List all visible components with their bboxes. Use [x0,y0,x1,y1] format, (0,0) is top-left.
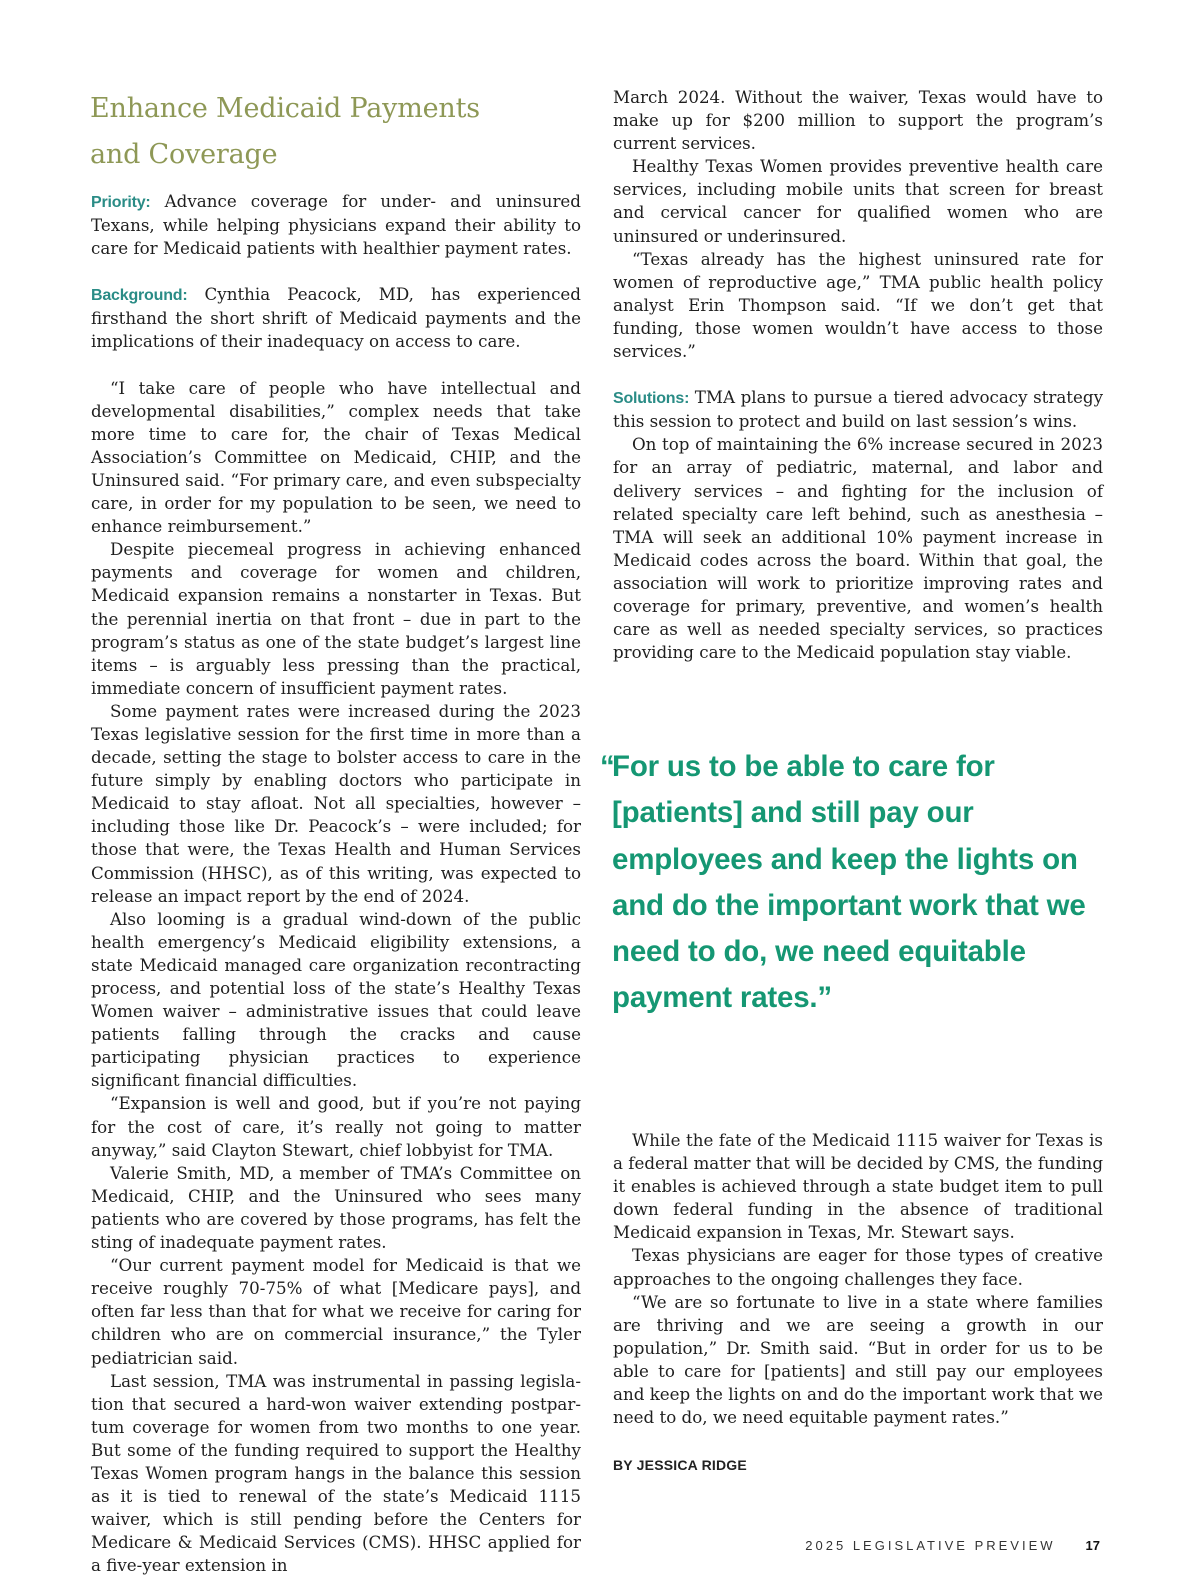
body-paragraph: March 2024. Without the waiver, Texas would have to make up for $200 million to support the program’s current services. [613,87,1103,154]
body-paragraph: “Expansion is well and good, but if you’re not paying for the cost of care, it’s really not going to matter anyway,” said Clayton Stewart, chief lobbyist for TMA. [91,1093,581,1160]
background-label: Background: [91,287,188,305]
page-footer [805,1538,1100,1553]
heading-line-1: Enhance Medicaid Payments [90,93,480,124]
body-paragraph: Despite piecemeal progress in achieving enhanced payments and coverage for women and children, Medicaid expansion remains a nonstarter in Texas. But the perennial inertia on that front – due in part to the program’s status as one of the state budget’s largest line items – is arguably less pressing than the practical, immediate concern of insufficient payment rates. [91,539,581,698]
body-paragraph: “Our current payment model for Medicaid is that we receive roughly 70-75% of what [Medicare pays], and often far less than that for what we receive for caring for children who are on commercial insurance,” the Tyler pediatrician said. [91,1255,581,1368]
publication-name: 2025 LEGISLATIVE PREVIEW [805,1538,1056,1553]
solutions-paragraph [613,386,1103,433]
body-paragraph: Also looming is a gradual wind-down of the public health emergency’s Medicaid eligibility extensions, a state Medicaid managed care organization recontracting process, and potential loss of the state’s Healthy Texas Women waiver – administrative issues that could leave patients falling through the cracks and cause participating physician practices to experience significant financial difficulties. [91,908,581,1091]
body-paragraph: Some payment rates were increased during the 2023 Texas legislative session for the first time in more than a decade, setting the stage to bolster access to care in the future simply by enabling doctors who participate in Medicaid to stay afloat. Not all specialties, however – including those like Dr. Peacock’s – were included; for those that were, the Texas Health and Human Services Commission (HHSC), as of this writing, was expected to release an impact report by the end of 2024. [91,700,581,906]
right-bottom-column [613,1129,1103,1477]
body-paragraph: While the fate of the Medicaid 1115 waiver for Texas is a federal matter that will be decided by CMS, the funding it enables is achieved through a state budget item to pull down federal funding in the absence of traditional Medicaid expansion in Texas, Mr. Stewart says. [613,1130,1103,1243]
pull-quote-open-mark: “ [600,750,615,783]
body-paragraph: Valerie Smith, MD, a member of TMA’s Committee on Medicaid, CHIP, and the Uninsured who sees many patients who are covered by those programs, has felt the sting of inadequate payment rates. [91,1162,581,1253]
priority-paragraph [91,190,581,260]
body-paragraph: On top of maintaining the 6% increase secured in 2023 for an array of pediatric, maternal, and labor and delivery services – and fighting for the inclusion of related specialty care left behind, such as anesthesia – TMA will seek an additional 10% payment increase in Medicaid codes across the board. Within that goal, the association will work to prioritize improving rates and coverage for primary, preventive, and women’s health care as well as needed specialty services, so practices providing care to the Medicaid population stay viable. [613,434,1103,663]
page-number: 17 [1085,1538,1100,1553]
body-paragraph: Healthy Texas Women provides preventive health care services, including mobile units that screen for breast and cervical cancer for qualified women who are uninsured or underinsured. [613,156,1103,246]
body-paragraph: “We are so fortunate to live in a state where families are thriving and we are seeing a growth in our population,” Dr. Smith said. “But in order for us to be able to care for [patients] and still pay our employees and keep the lights on and do the important work that we need to do, we need equitable payment rates.” [613,1291,1103,1428]
solutions-text: TMA plans to pursue a tiered advocacy strategy this session to protect and build on last session’s wins. [613,387,1103,432]
pull-quote-text: For us to be able to care for [patients] and still pay our employees and keep the lights on and do the important work that we need to do, we need equitable payment rates.” [612,750,1086,1015]
byline: BY JESSICA RIDGE [613,1457,747,1474]
pull-quote [600,744,1110,1022]
solutions-label: Solutions: [613,390,690,408]
left-column [91,86,581,1577]
background-text: Cynthia Peacock, MD, has experienced firsthand the short shrift of Medicaid payments and the implications of their inadequacy on access to care. [91,284,581,352]
body-paragraph: Texas physicians are eager for those types of creative approaches to the ongoing challenges they face. [613,1245,1103,1289]
priority-text: Advance coverage for under- and uninsured Texans, while helping physicians expand their ability to care for Medicaid patients with healthier payment rates. [91,191,581,259]
priority-label: Priority: [91,194,151,211]
right-column [613,86,1103,664]
background-paragraph [91,283,581,353]
body-paragraph: “Texas already has the highest uninsured rate for women of reproductive age,” TMA public health policy analyst Erin Thompson said. “If we don’t get that funding, those women wouldn’t have access to those services.” [613,248,1103,362]
heading-line-2: and Coverage [90,139,278,170]
body-paragraph: Last session, TMA was instrumental in passing legislation that secured a hard-won waiver extending postpartum coverage for women from two months to one year. But some of the funding required to support the Healthy Texas Women program hangs in the balance this session as it is tied to renewal of the state’s Medicaid 1115 waiver, which is still pending before the Centers for Medicare & Medicaid Services (CMS). HHSC applied for a five-year extension in [91,1370,581,1576]
article-heading [90,86,581,178]
body-paragraph: “I take care of people who have intellectual and developmental disabilities,” complex needs that take more time to care for, the chair of Texas Medical Association’s Committee on Medicaid, CHIP, and the Uninsured said. “For primary care, and even subspecialty care, in order for my population to be seen, we need to enhance reimbursement.” [91,377,581,537]
